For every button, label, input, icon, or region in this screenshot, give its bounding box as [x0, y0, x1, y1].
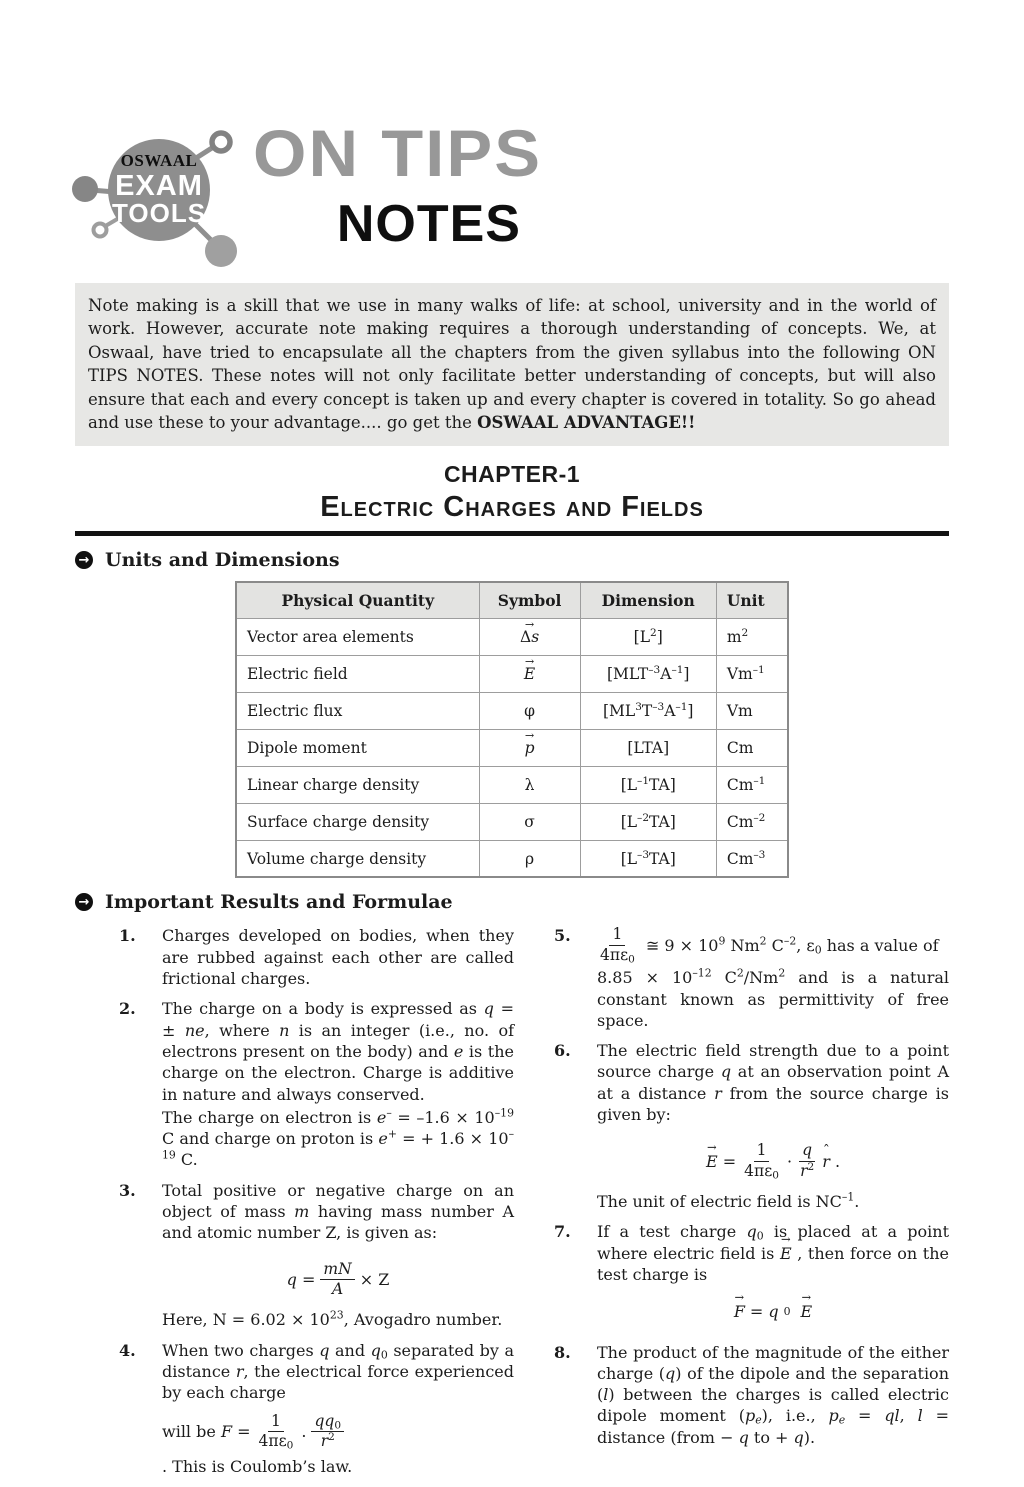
- item-number: 5.: [554, 926, 571, 946]
- formula-prefix: will be F =: [162, 1421, 251, 1441]
- item-paragraph: The electric field strength due to a point source charge q at an observation point A at a distance r from the source charge is given by:: [597, 1041, 950, 1124]
- table-header-row: [236, 582, 788, 618]
- results-column-right: [554, 925, 949, 1486]
- item-paragraph: The charge on electron is $e^- = -1.6 \times 10^{-19}$ C and charge on proton is e+ = + $1.6 \times 10^{-19}$ C.: [162, 1106, 514, 1170]
- cell-unit: $Cm^{-3}$: [716, 840, 788, 877]
- fraction-numerator: mN: [320, 1260, 354, 1280]
- item-paragraph: The unit of electric field is $NC^{-1}$.: [597, 1190, 860, 1212]
- list-item-6: [554, 1040, 949, 1212]
- item-number: 1.: [119, 926, 136, 946]
- formula-lhs: q =: [286, 1269, 316, 1289]
- item-number: 7.: [554, 1222, 571, 1242]
- cell-symbol: [479, 655, 580, 692]
- cell-dimension: $[MLT^{-3}A^{-1}]$: [580, 655, 716, 692]
- table-row: [236, 618, 788, 655]
- item-text: Charges developed on bodies, when they are rubbed against each other are called frictional charges.: [162, 926, 514, 989]
- cell-symbol: ρ: [479, 840, 580, 877]
- bullet-arrow-glyph: →: [78, 894, 90, 910]
- cell-quantity: Dipole moment: [236, 729, 479, 766]
- list-item-2: [119, 998, 514, 1170]
- cell-symbol: σ: [479, 803, 580, 840]
- results-columns: [75, 925, 949, 1486]
- table-row: [236, 840, 788, 877]
- cell-unit: $Cm^{-2}$: [716, 803, 788, 840]
- formula-permittivity: [597, 925, 949, 965]
- item-text: [597, 1221, 949, 1332]
- fraction-denominator: $4\pi\varepsilon_0$: [258, 1431, 294, 1452]
- fraction: [256, 1412, 297, 1452]
- table-row: [236, 655, 788, 692]
- item-paragraph: $8.85 \times 10^{-12}$ $C^2/Nm^2$ and is a natural constant known as permittivity of free space.: [597, 966, 949, 1030]
- cell-quantity: Electric field: [236, 655, 479, 692]
- cell-unit: Cm: [716, 729, 788, 766]
- table-header-symbol: Symbol: [479, 582, 580, 618]
- table-row: [236, 729, 788, 766]
- table-header-unit: Unit: [716, 582, 788, 618]
- cell-symbol: λ: [479, 766, 580, 803]
- formula-lhs: → E =: [706, 1151, 736, 1172]
- logo-satellite-ring-top: [212, 133, 230, 151]
- intro-paragraph: Note making is a skill that we use in many walks of life: at school, university and in the world of work. However, accurate note making requires a thorough understanding of concepts. We, at Oswaal, have tried to encapsulate all the chapters from the given syllabus into the following ON TIPS NOTES. These notes will not only facilitate better understanding of concepts, but will also ensure that each and every concept is taken up and every chapter is covered in totality. So go ahead and use these to your advantage.... go get the OSWAAL ADVANTAGE!!: [75, 283, 949, 446]
- fraction-denominator: A: [331, 1279, 344, 1298]
- formula-force-on-charge: → F = q 0 → E: [597, 1301, 949, 1322]
- cell-symbol: φ: [479, 692, 580, 729]
- table-row: [236, 692, 788, 729]
- masthead: [75, 0, 949, 283]
- cell-dimension: $[L^{-2}TA]$: [580, 803, 716, 840]
- item-paragraph: If a test charge $q_0$ is placed at a point where electric field is → E , then force on the test charge is: [597, 1221, 949, 1285]
- formula-suffix: . This is Coulomb’s law.: [162, 1457, 353, 1477]
- oswaal-exam-tools-logo-icon: [75, 118, 240, 268]
- cell-unit: $Cm^{-1}$: [716, 766, 788, 803]
- bullet-arrow-glyph: →: [78, 552, 90, 568]
- section-results-heading: [75, 891, 949, 913]
- masthead-title-on-tips: ON TIPS: [253, 116, 543, 190]
- fraction-denominator: $4\pi\varepsilon_0$: [600, 945, 635, 966]
- formula-coulomb-law: [162, 1412, 514, 1478]
- vector-symbol: → p: [525, 739, 535, 757]
- cell-symbol: [479, 729, 580, 766]
- logo-satellite-left: [72, 176, 98, 202]
- formula-dot: .: [301, 1421, 307, 1441]
- fraction-numerator: 1: [268, 1412, 284, 1432]
- cell-quantity: Surface charge density: [236, 803, 479, 840]
- item-number: 3.: [119, 1180, 136, 1200]
- logo-text-tools: TOOLS: [111, 198, 207, 228]
- units-dimensions-table: [235, 581, 789, 878]
- logo-text-oswaal: OSWAAL: [120, 151, 198, 170]
- item-text: [162, 998, 514, 1170]
- section-results-title: Important Results and Formulae: [105, 891, 453, 914]
- chapter-heading: [75, 461, 949, 524]
- formula-dot: ·: [786, 1151, 793, 1171]
- cell-dimension: $[L^{-1}TA]$: [580, 766, 716, 803]
- section-units-heading: [75, 549, 949, 571]
- item-paragraph: Total positive or negative charge on an object of mass m having mass number A and atomic number Z, is given as:: [162, 1180, 515, 1243]
- results-column-left: [75, 925, 514, 1486]
- section-units-title: Units and Dimensions: [105, 549, 340, 572]
- chapter-title: Electric Charges and Fields: [320, 491, 704, 524]
- item-number: 8.: [554, 1342, 571, 1362]
- item-number: 4.: [119, 1340, 136, 1360]
- table-header-quantity: Physical Quantity: [236, 582, 479, 618]
- cell-dimension: [LTA]: [580, 729, 716, 766]
- cell-unit: $Vm^{-1}$: [716, 655, 788, 692]
- fraction-numerator: 1: [754, 1141, 770, 1161]
- cell-unit: $m^2$: [716, 618, 788, 655]
- fraction: [797, 1141, 817, 1181]
- item-text: [597, 1040, 949, 1212]
- item-paragraph: The charge on a body is expressed as q = ± ne, where n is an integer (i.e., no. of electrons present on the body) and e is the charge on the electron. Charge is additive in nature and always conserved.: [162, 999, 515, 1104]
- fraction-denominator: $4\pi\varepsilon_0$: [744, 1161, 779, 1182]
- formula-rest-text: ≅ $9 \times 10^9$ Nm$^2$ $C^{-2}$, $\varepsilon_0$ has a value of: [645, 934, 939, 957]
- cell-dimension: $[ML^3T^{-3}A^{-1}]$: [580, 692, 716, 729]
- cell-quantity: Volume charge density: [236, 840, 479, 877]
- cell-quantity: Vector area elements: [236, 618, 479, 655]
- cell-quantity: Electric flux: [236, 692, 479, 729]
- section-bullet-icon: [75, 893, 93, 911]
- fraction-numerator: q: [799, 1141, 815, 1161]
- fraction: [597, 925, 638, 965]
- chapter-number: CHAPTER-1: [443, 461, 581, 488]
- formula-rhs: × Z: [359, 1269, 390, 1289]
- item-text: [162, 1340, 514, 1478]
- table-row: [236, 766, 788, 803]
- table-row: [236, 803, 788, 840]
- list-item-7: [554, 1221, 949, 1332]
- cell-dimension: $[L^2]$: [580, 618, 716, 655]
- masthead-titles: [253, 116, 543, 253]
- logo-text-exam: EXAM: [115, 170, 203, 202]
- list-item-4: [119, 1340, 514, 1478]
- masthead-title-notes: NOTES: [336, 195, 521, 253]
- list-item-8: [554, 1342, 949, 1448]
- formula-charge-mass: [162, 1260, 514, 1300]
- logo-satellite-ring-bottom-left: [94, 224, 107, 237]
- item-paragraph: When two charges q and $q_0$ separated by a distance r, the electrical force experienced by each charge: [162, 1340, 514, 1403]
- logo-satellite-bottom-right: [205, 235, 237, 267]
- list-item-1: [119, 925, 514, 989]
- section-bullet-icon: [75, 551, 93, 569]
- fraction-denominator: $r^2$: [320, 1430, 335, 1450]
- item-text: [597, 925, 949, 1031]
- item-number: 6.: [554, 1041, 571, 1061]
- fraction-denominator: $r^2$: [800, 1160, 815, 1180]
- item-number: 2.: [119, 999, 136, 1019]
- formula-rhs: ˆ r .: [822, 1151, 840, 1172]
- fraction-numerator: $qq_0$: [311, 1412, 344, 1432]
- fraction: [741, 1141, 782, 1181]
- list-item-3: [119, 1180, 514, 1331]
- cell-symbol: [479, 618, 580, 655]
- item-paragraph: Here, $N = 6.02 \times 10^{23}$, Avogadro number.: [162, 1309, 503, 1330]
- formula-electric-field: [597, 1141, 949, 1181]
- item-text: [162, 1180, 514, 1331]
- fraction: [320, 1260, 354, 1300]
- fraction: [311, 1412, 344, 1452]
- vector-symbol: → Δs: [520, 628, 539, 646]
- cell-unit: Vm: [716, 692, 788, 729]
- item-text: The product of the magnitude of the either charge (q) of the dipole and the separation (l) between the charges is called electric dipole moment $(p_e)$, i.e., $p_e$ = ql, l = distance (from − q to + q).: [597, 1342, 949, 1447]
- cell-quantity: Linear charge density: [236, 766, 479, 803]
- list-item-5: [554, 925, 949, 1031]
- divider-rule: [75, 531, 949, 536]
- cell-dimension: $[L^{-3}TA]$: [580, 840, 716, 877]
- vector-symbol: → E: [524, 665, 535, 683]
- fraction-numerator: 1: [609, 925, 625, 945]
- table-header-dimension: Dimension: [580, 582, 716, 618]
